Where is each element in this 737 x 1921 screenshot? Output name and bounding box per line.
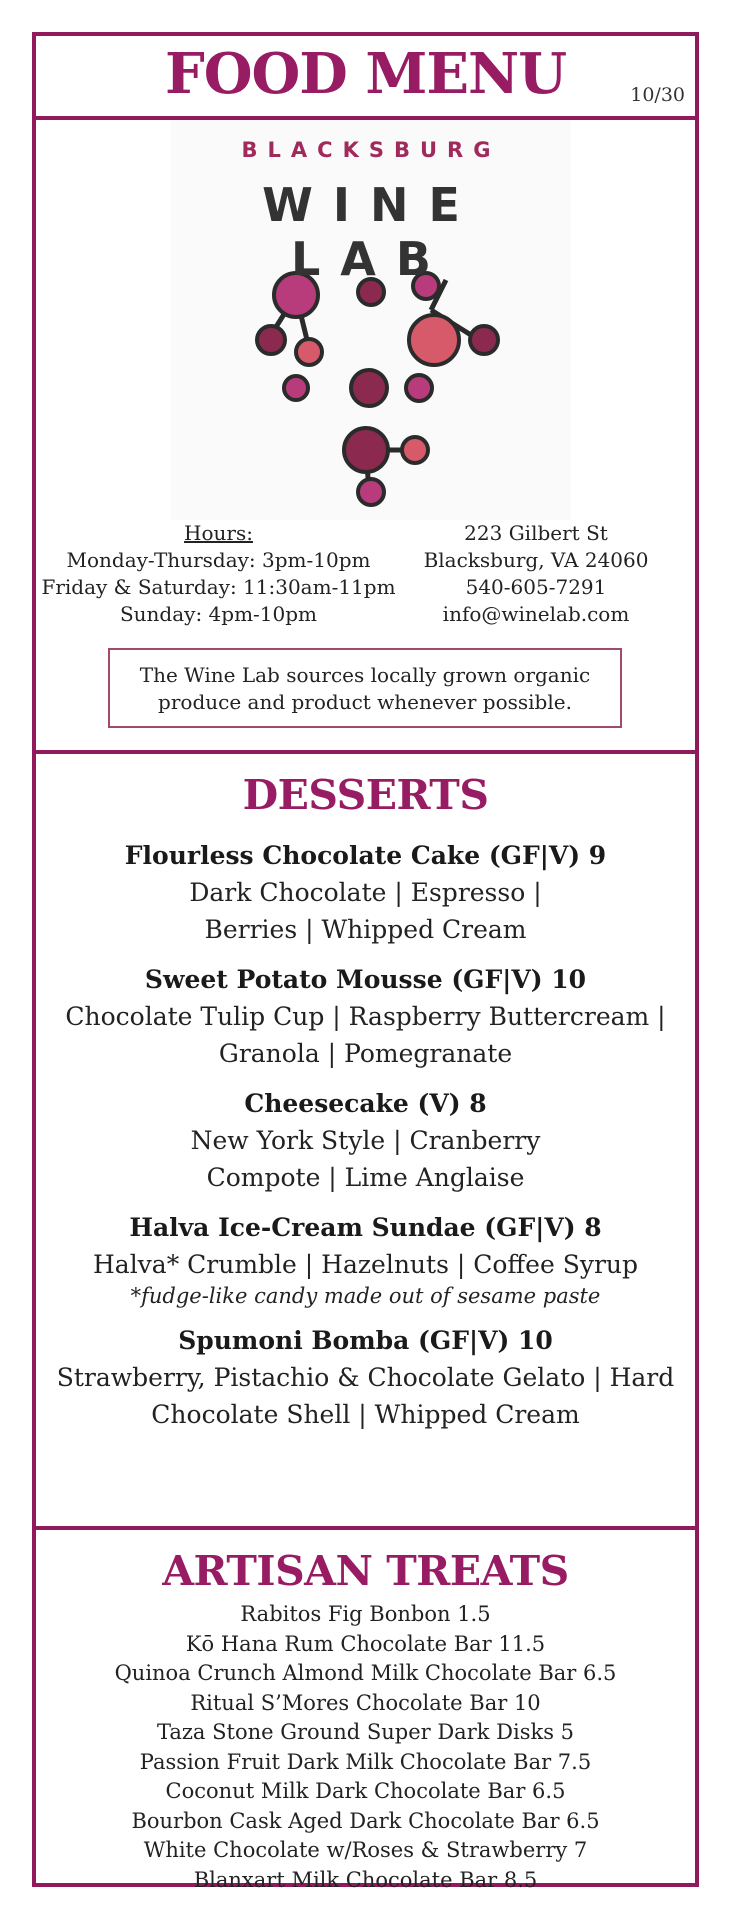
- logo-grape-circle: [257, 326, 285, 354]
- menu-title: FOOD MENU: [164, 41, 567, 107]
- treat-item: Coconut Milk Dark Chocolate Bar 6.5: [165, 1779, 566, 1803]
- logo-grape-circle: [470, 326, 498, 354]
- desserts-section: [36, 754, 695, 1530]
- dessert-item: [36, 1323, 695, 1433]
- treat-item: Kō Hana Rum Chocolate Bar 11.5: [185, 1631, 546, 1656]
- treat-item: Taza Stone Ground Super Dark Disks 5: [156, 1720, 575, 1744]
- logo-top-text: BLACKSBURG: [241, 138, 501, 162]
- dessert-desc: Strawberry, Pistachio & Chocolate Gelato | Hard Chocolate Shell | Whipped Cream: [56, 1363, 675, 1429]
- hours-line: Sunday: 4pm-10pm: [119, 602, 318, 626]
- treat-item: White Chocolate w/Roses & Strawberry 7: [143, 1838, 588, 1862]
- logo-grape-circle: [409, 315, 459, 365]
- wine-lab-logo: [171, 120, 571, 520]
- dessert-name: Flourless Chocolate Cake (GF|V) 9: [124, 841, 607, 870]
- logo-grape-circle: [296, 339, 322, 365]
- address-phone: 540-605-7291: [465, 575, 607, 599]
- logo-grape-circle: [284, 376, 308, 400]
- address-street: 223 Gilbert St: [464, 521, 608, 545]
- treat-item: Ritual S’Mores Chocolate Bar 10: [190, 1690, 541, 1715]
- dessert-name: Sweet Potato Mousse (GF|V) 10: [144, 965, 587, 994]
- dessert-desc: New York Style | Cranberry Compote | Lime Anglaise: [190, 1126, 541, 1192]
- dessert-name: Cheesecake (V) 8: [244, 1089, 487, 1118]
- dessert-desc: Chocolate Tulip Cup | Raspberry Buttercream | Granola | Pomegranate: [65, 1002, 666, 1068]
- hours-line: Monday-Thursday: 3pm-10pm: [66, 548, 371, 572]
- hours-line: Friday & Saturday: 11:30am-11pm: [41, 575, 396, 599]
- desserts-title: DESSERTS: [242, 771, 489, 819]
- hours-block: [36, 520, 401, 628]
- dessert-item: [36, 962, 695, 1072]
- info-section: [36, 120, 695, 754]
- dessert-footnote: *fudge-like candy made out of sesame paste: [130, 1284, 601, 1308]
- dessert-item: [36, 1086, 695, 1196]
- treat-item: Bourbon Cask Aged Dark Chocolate Bar 6.5: [131, 1808, 600, 1833]
- treat-item: Blanxart Milk Chocolate Bar 8.5: [193, 1867, 538, 1892]
- menu-frame: [32, 32, 699, 1892]
- artisan-treats-section: [36, 1530, 695, 1895]
- logo-grape-circle: [358, 479, 384, 505]
- dessert-name: Spumoni Bomba (GF|V) 10: [178, 1326, 553, 1355]
- sourcing-note: The Wine Lab sources locally grown organic produce and product whenever possible.: [108, 648, 622, 728]
- treat-item: Quinoa Crunch Almond Milk Chocolate Bar 6.5: [114, 1661, 617, 1685]
- dessert-item: [36, 838, 695, 948]
- menu-date: 10/30: [630, 84, 685, 106]
- menu-header: [36, 36, 695, 120]
- dessert-item: [36, 1210, 695, 1309]
- treats-title: ARTISAN TREATS: [162, 1547, 569, 1595]
- dessert-name: Halva Ice-Cream Sundae (GF|V) 8: [129, 1213, 602, 1242]
- address-city: Blacksburg, VA 24060: [423, 548, 649, 572]
- dessert-desc: Dark Chocolate | Espresso | Berries | Whipped Cream: [189, 878, 542, 944]
- address-email[interactable]: info@winelab.com: [442, 602, 630, 626]
- address-block: [411, 520, 661, 628]
- logo-main-text: WINE LAB: [262, 178, 480, 286]
- logo-grape-circle: [344, 428, 388, 472]
- treat-item: Passion Fruit Dark Milk Chocolate Bar 7.5: [139, 1749, 592, 1774]
- treat-item: Rabitos Fig Bonbon 1.5: [240, 1602, 491, 1626]
- hours-label: Hours:: [184, 521, 253, 545]
- logo-grape-circle: [402, 437, 428, 463]
- logo-grape-circle: [351, 370, 387, 406]
- dessert-desc: Halva* Crumble | Hazelnuts | Coffee Syrup: [92, 1250, 639, 1279]
- logo-grape-circle: [406, 375, 432, 401]
